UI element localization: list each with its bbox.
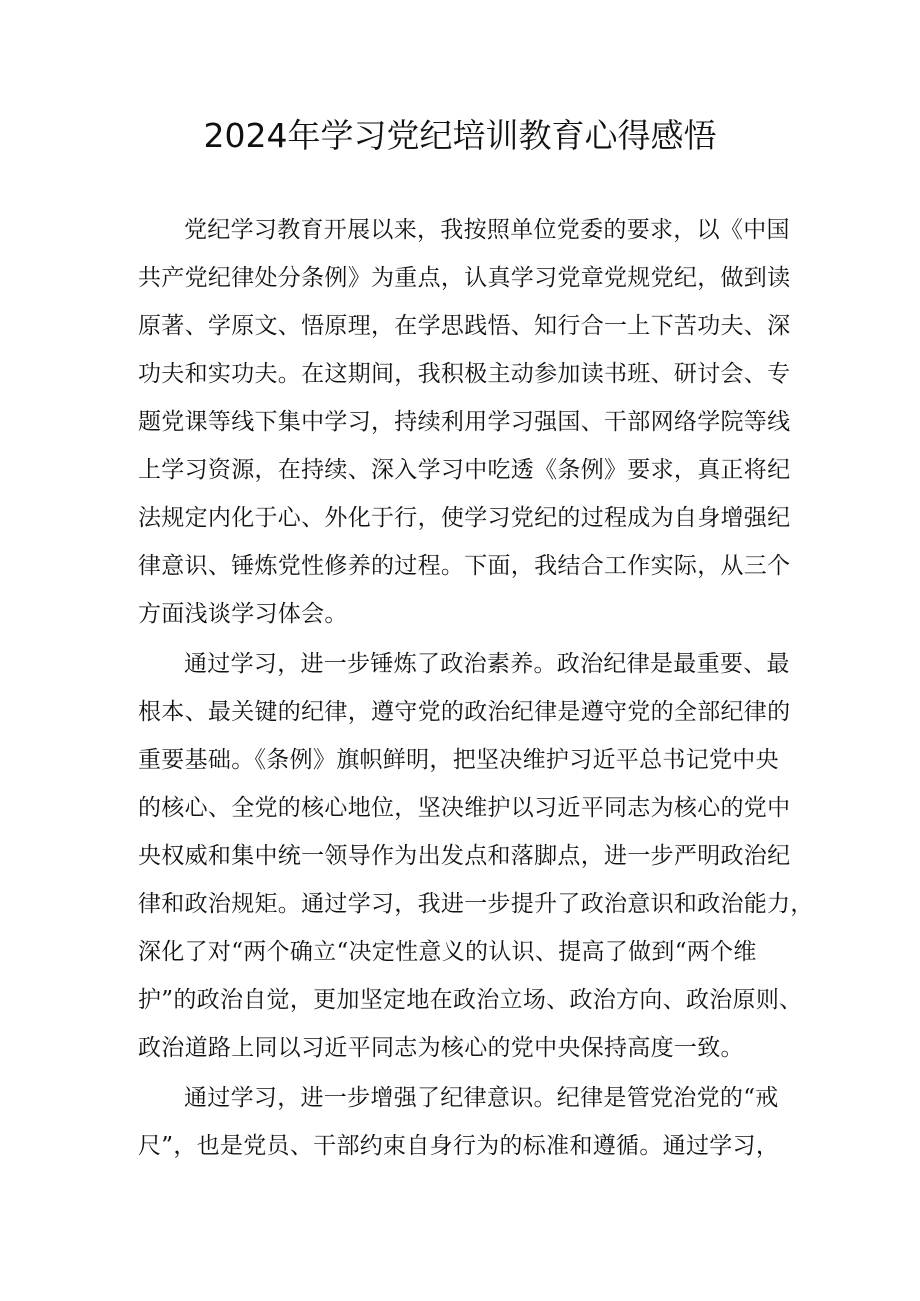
text-line: 题党课等线下集中学习，持续利用学习强国、干部网络学院等线 bbox=[138, 409, 791, 435]
text-line: 通过学习，进一步增强了纪律意识。纪律是管党治党的“戒 bbox=[184, 1085, 779, 1111]
text-line: 重要基础。《条例》旗帜鲜明，把坚决维护习近平总书记党中央 bbox=[138, 747, 779, 773]
text-line: 央权威和集中统一领导作为出发点和落脚点，进一步严明政治纪 bbox=[138, 843, 791, 869]
text-line: 律意识、锤炼党性修养的过程。下面，我结合工作实际，从三个 bbox=[138, 553, 791, 579]
text-line: 通过学习，进一步锤炼了政治素养。政治纪律是最重要、最 bbox=[184, 651, 790, 677]
page-title: 2024年学习党纪培训教育心得感悟 bbox=[203, 116, 717, 155]
text-line: 功夫和实功夫。在这期间，我积极主动参加读书班、研讨会、专 bbox=[138, 361, 791, 387]
text-line: 的核心、全党的核心地位，坚决维护以习近平同志为核心的党中 bbox=[138, 795, 791, 821]
text-line: 律和政治规矩。通过学习，我进一步提升了政治意识和政治能力， bbox=[138, 891, 814, 917]
text-line: 共产党纪律处分条例》为重点，认真学习党章党规党纪，做到读 bbox=[138, 265, 791, 291]
text-line: 上学习资源，在持续、深入学习中吃透《条例》要求，真正将纪 bbox=[138, 457, 791, 483]
text-line: 护”的政治自觉，更加坚定地在政治立场、政治方向、政治原则、 bbox=[138, 987, 803, 1013]
text-line: 尺”，也是党员、干部约束自身行为的标准和遵循。通过学习， bbox=[138, 1133, 780, 1159]
text-line: 政治道路上同以习近平同志为核心的党中央保持高度一致。 bbox=[138, 1035, 744, 1061]
text-line: 根本、最关键的纪律，遵守党的政治纪律是遵守党的全部纪律的 bbox=[138, 699, 791, 725]
text-line: 方面浅谈学习体会。 bbox=[138, 601, 348, 627]
text-line: 深化了对“两个确立“决定性意义的认识、提高了做到“两个维 bbox=[138, 939, 757, 965]
text-line: 法规定内化于心、外化于行，使学习党纪的过程成为自身增强纪 bbox=[138, 505, 791, 531]
text-line: 党纪学习教育开展以来，我按照单位党委的要求，以《中国 bbox=[184, 217, 790, 243]
text-line: 原著、学原文、悟原理，在学思践悟、知行合一上下苦功夫、深 bbox=[138, 313, 791, 339]
